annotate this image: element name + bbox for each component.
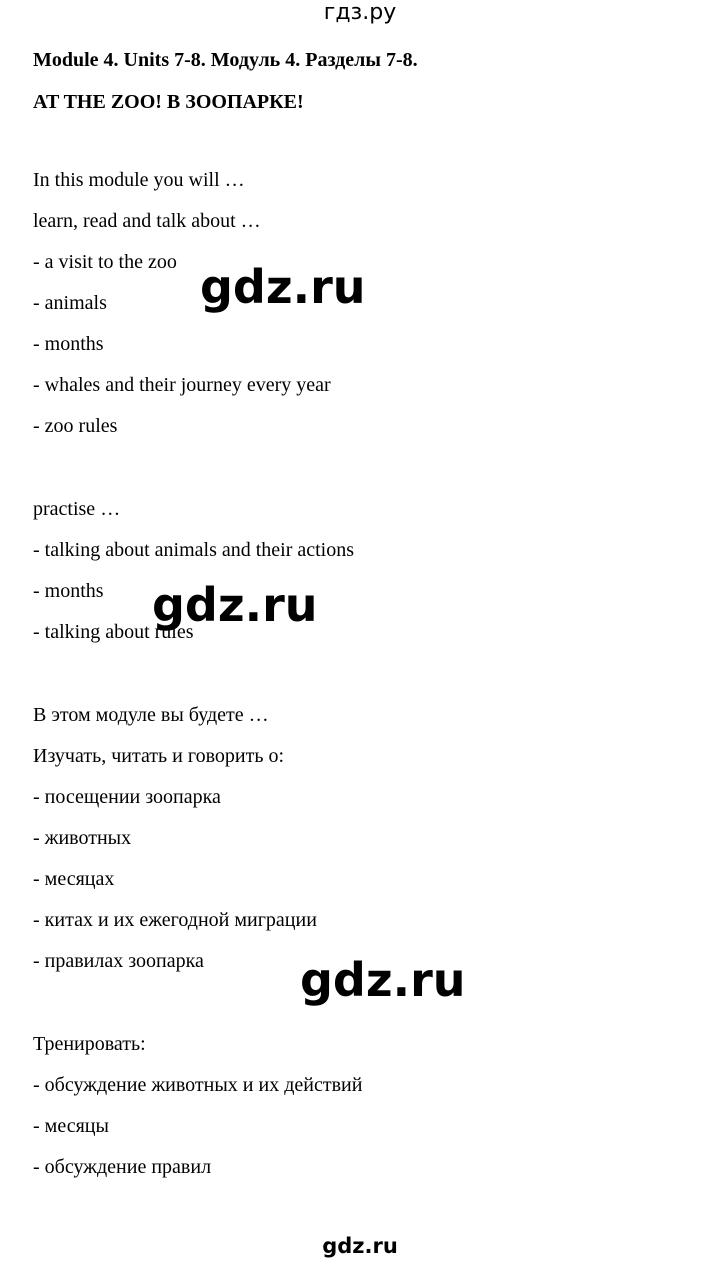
site-footer-label: gdz.ru	[322, 1234, 398, 1258]
english-practise-heading: practise …	[33, 498, 121, 520]
english-learn-item: - a visit to the zoo	[33, 251, 177, 273]
english-learn-item: - whales and their journey every year	[33, 374, 331, 396]
english-learn-heading: learn, read and talk about …	[33, 210, 261, 232]
russian-practise-item: - обсуждение правил	[33, 1156, 212, 1178]
russian-learn-item: - посещении зоопарка	[33, 786, 221, 808]
topic-title: AT THE ZOO! В ЗООПАРКЕ!	[33, 91, 304, 113]
russian-learn-item: - животных	[33, 827, 132, 849]
english-learn-item: - zoo rules	[33, 415, 118, 437]
section-spacer	[33, 661, 693, 703]
site-header-label: гдз.ру	[323, 0, 397, 25]
russian-intro: В этом модуле вы будете …	[33, 704, 269, 726]
module-title: Module 4. Units 7-8. Модуль 4. Разделы 7-8.	[33, 49, 418, 71]
english-practise-item: - talking about rules	[33, 621, 194, 643]
watermark: gdz.ru	[300, 953, 466, 1007]
english-practise-item: - talking about animals and their actions	[33, 539, 355, 561]
document-body	[33, 48, 693, 1196]
watermark: gdz.ru	[152, 578, 318, 632]
english-intro: In this module you will …	[33, 169, 245, 191]
section-spacer	[33, 455, 693, 497]
russian-practise-item: - месяцы	[33, 1115, 109, 1137]
russian-learn-heading: Изучать, читать и говорить о:	[33, 745, 285, 767]
russian-learn-item: - китах и их ежегодной миграции	[33, 909, 317, 931]
english-practise-item: - months	[33, 580, 104, 602]
watermark: gdz.ru	[200, 260, 366, 314]
english-learn-item: - animals	[33, 292, 107, 314]
russian-practise-heading: Тренировать:	[33, 1033, 146, 1055]
russian-practise-item: - обсуждение животных и их действий	[33, 1074, 363, 1096]
russian-learn-item: - месяцах	[33, 868, 115, 890]
russian-learn-item: - правилах зоопарка	[33, 950, 204, 972]
english-learn-item: - months	[33, 333, 104, 355]
